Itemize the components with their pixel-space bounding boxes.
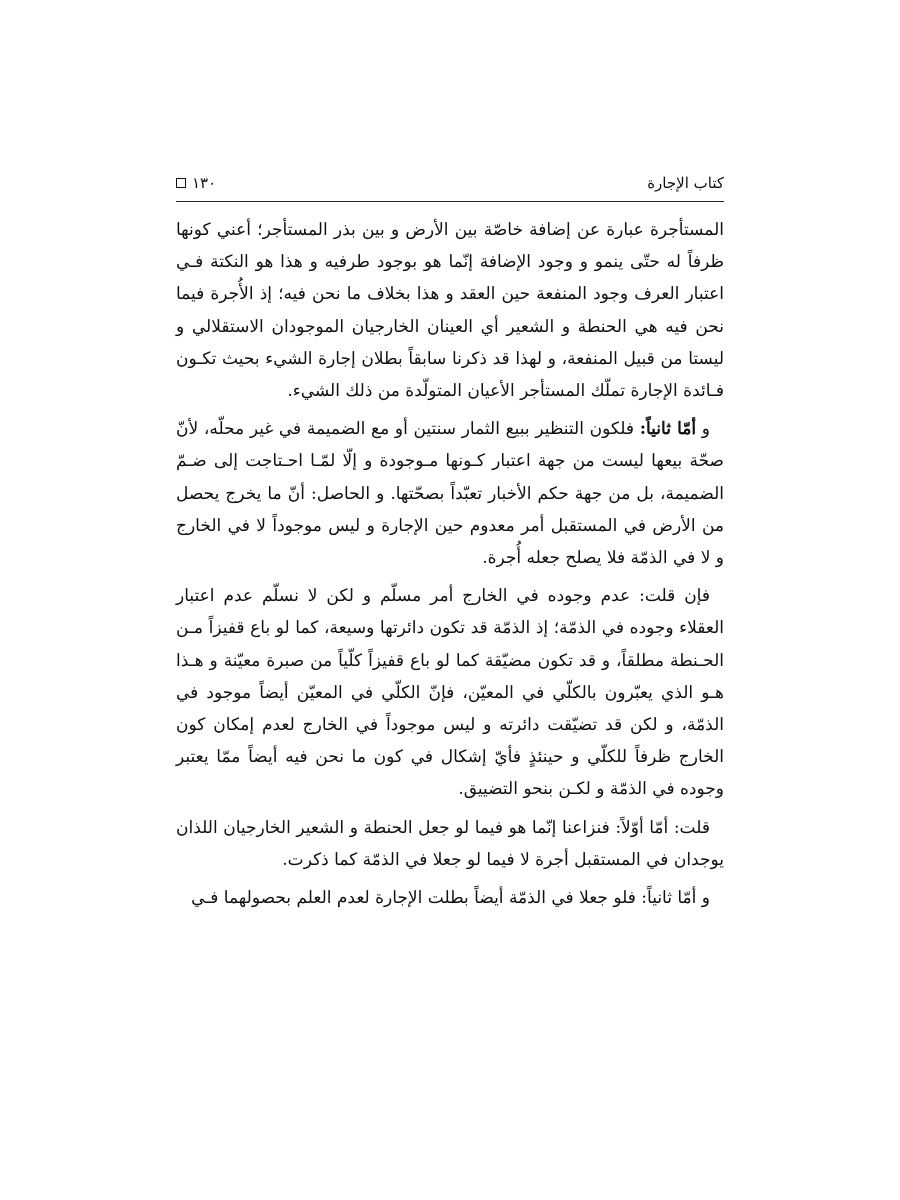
paragraph-3: فإن قلت: عدم وجوده في الخارج أمر مسلّم و لكن لا نسلّم عدم اعتبار العقلاء وجوده في الذمّة؛ إذ الذمّة قد تكون دائرتها وسيعة، كما لو باع قفيزاً مـن الحـنطة مطلقاً، و قد تكون مضيّقة كما لو باع قفيزاً كلّياً من صبرة معيّنة و هـذا هـو الذي يعبّرون بالكلّي في المعيّن، فإنّ الكلّي في المعيّن أيضاً موجود في الذمّة، و لكن قد تضيّقت دائرته و ليس موجوداً في الخارج لعدم إمكان كون الخارج ظرفاً للكلّي و حينئذٍ فأيّ إشكال في كون ما نحن فيه أيضاً ممّا يعتبر وجوده في الذمّة و لكـن بنحو التضييق. <box>176 586 724 800</box>
square-icon <box>176 178 186 188</box>
page-number-group <box>176 174 216 192</box>
paragraph-5: و أمّا ثانياً: فلو جعلا في الذمّة أيضاً بطلت الإجارة لعدم العلم بحصولهما فـي <box>191 888 710 909</box>
paragraph-2-lead: و <box>701 419 711 440</box>
paragraph-2 <box>176 413 724 574</box>
header-divider <box>176 201 724 202</box>
paragraph-1: المستأجرة عبارة عن إضافة خاصّة بين الأرض و بين بذر المستأجر؛ أعني كونها ظرفاً له حتّى ينمو و وجود الإضافة إنّما هو بوجود طرفيه و هذا هو النكتة فـي اعتبار العرف وجود المنفعة حين العقد و هذا بخلاف ما نحن فيه؛ إذ الأُجرة فيما نحن فيه هي الحنطة و الشعير أي العينان الخارجيان الموجودان الاستقلالي و ليستا من قبيل المنفعة، و لهذا قد ذكرنا سابقاً بطلان إجارة الشيء بحيث تكـون فـائدة الإجارة تملّك المستأجر الأعيان المتولّدة من ذلك الشيء. <box>176 220 724 402</box>
paragraph-2-bold-lead: أمّا ثانياً: <box>639 419 697 440</box>
running-header <box>176 168 724 198</box>
book-title: كتاب الإجارة <box>647 174 724 192</box>
page-number: ١٣٠ <box>192 174 217 192</box>
paragraph-4: قلت: أمّا أوّلاً: فنزاعنا إنّما هو فيما لو جعل الحنطة و الشعير الخارجيان اللذان يوجدان في المستقبل أجرة لا فيما لو جعلا في الذمّة كما ذكرت. <box>176 817 724 870</box>
body-text <box>176 214 724 920</box>
paragraph-2-text: فلكون التنظير ببيع الثمار سنتين أو مع الضميمة في غير محلّه، لأنّ صحّة بيعها ليست من جهة اعتبار كـونها مـوجودة و إلّا لمّـا احـتاجت إلى ضـمّ الضميمة، بل من جهة حكم الأخبار تعبّداً بصحّتها. و الحاصل: أنّ ما يخرج يحصل من الأرض في المستقبل أمر معدوم حين الإجارة و ليس موجوداً لا في الخارج و لا في الذمّة فلا يصلح جعله أُجرة. <box>176 419 724 569</box>
